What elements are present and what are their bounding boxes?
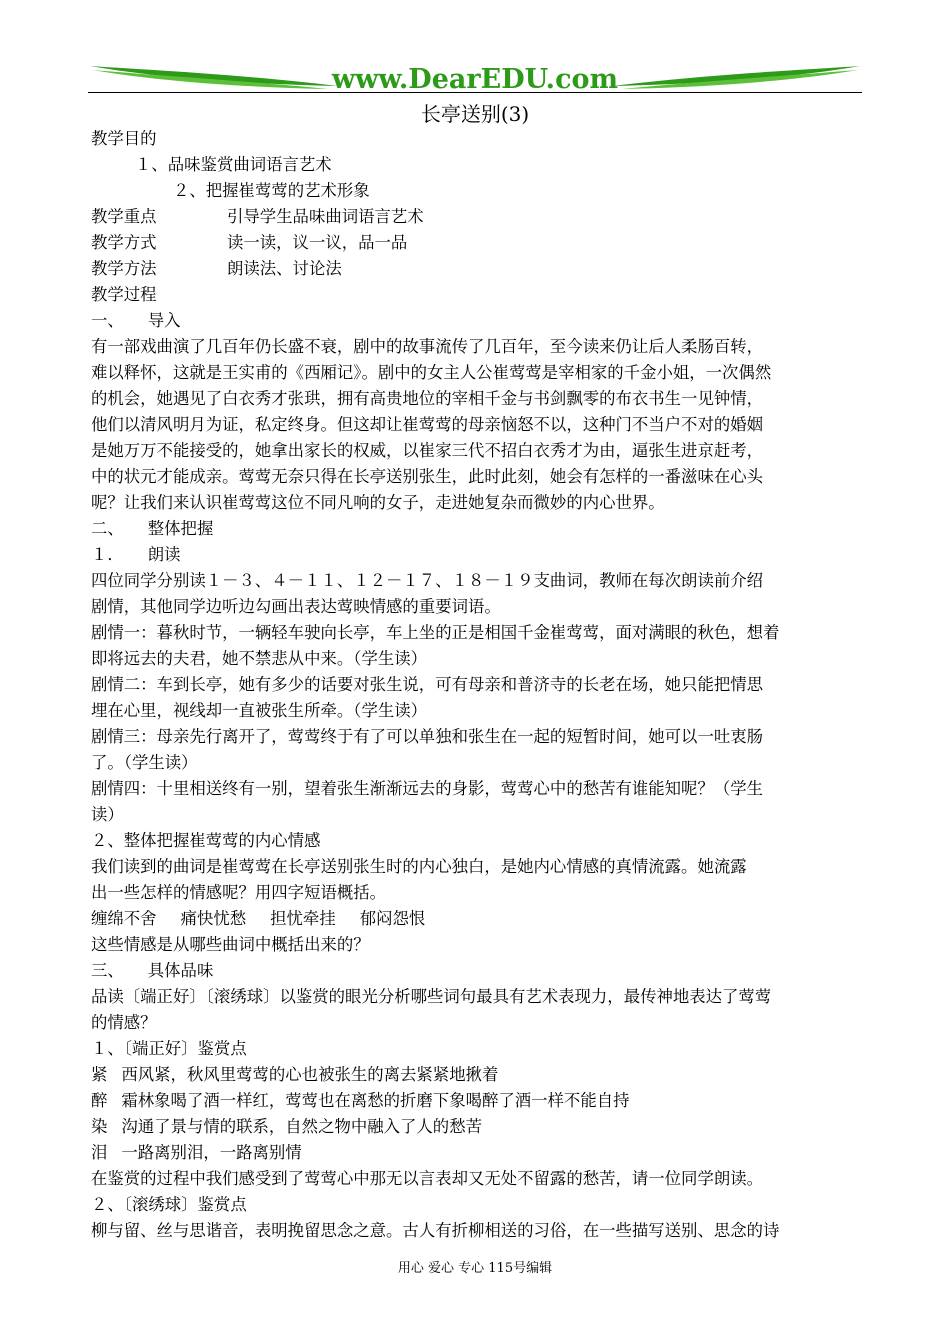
paragraph-line: 出一些怎样的情感呢？用四字短语概括。 bbox=[91, 883, 387, 902]
paragraph-line: 埋在心里，视线却一直被张生所牵。（学生读） bbox=[91, 701, 428, 720]
section-title: 整体把握 bbox=[147, 519, 214, 538]
emotion-item: 担忧牵挂 bbox=[270, 909, 336, 928]
paragraph-line: 难以释怀，这就是王实甫的《西厢记》。剧中的女主人公崔莺莺是宰相家的千金小姐，一次偶然 bbox=[91, 363, 772, 382]
subsection-heading: ２、〔滚绣球〕鉴赏点 bbox=[91, 1195, 247, 1214]
info-row bbox=[91, 256, 861, 282]
site-logo-text: www.DearEDU.com bbox=[331, 64, 619, 95]
emotion-item: 郁闷怨恨 bbox=[359, 909, 426, 928]
appreciation-point bbox=[91, 1062, 861, 1088]
objective-item: ２、把握崔莺莺的艺术形象 bbox=[173, 181, 370, 200]
paragraph-line: 读） bbox=[91, 805, 124, 824]
paragraph-line: 有一部戏曲演了几百年仍长盛不衰，剧中的故事流传了几百年，至今读来仍让后人柔肠百转， bbox=[91, 337, 764, 356]
section-number: 三、 bbox=[91, 961, 124, 980]
paragraph-line: 剧情三：母亲先行离开了，莺莺终于有了可以单独和张生在一起的短暂时间，她可以一吐衷肠 bbox=[91, 727, 764, 746]
subsection-heading: ２、整体把握崔莺莺的内心情感 bbox=[91, 831, 321, 850]
point-text: 西风紧，秋风里莺莺的心也被张生的离去紧紧地揪着 bbox=[121, 1065, 499, 1084]
info-row bbox=[91, 204, 861, 230]
document-title: 长亭送别(3) bbox=[420, 102, 530, 126]
info-label: 教学重点 bbox=[91, 207, 157, 226]
paragraph-line: 这些情感是从哪些曲词中概括出来的？ bbox=[91, 935, 370, 954]
paragraph-line: 剧情一：暮秋时节，一辆轻车驶向长亭，车上坐的正是相国千金崔莺莺，面对满眼的秋色，想着 bbox=[91, 623, 780, 642]
paragraph-line: 了。（学生读） bbox=[91, 753, 198, 772]
point-text: 霜林象喝了酒一样红，莺莺也在离愁的折磨下象喝醉了酒一样不能自持 bbox=[121, 1091, 630, 1110]
subsection-heading: １、〔端正好〕鉴赏点 bbox=[91, 1039, 247, 1058]
paragraph-line: 我们读到的曲词是崔莺莺在长亭送别张生时的内心独白，是她内心情感的真情流露。她流露 bbox=[91, 857, 747, 876]
info-row bbox=[91, 230, 861, 256]
section-heading bbox=[91, 516, 861, 542]
appreciation-point bbox=[91, 1088, 861, 1114]
paragraph-line: 的情感？ bbox=[91, 1013, 157, 1032]
objective-item: １、品味鉴赏曲词语言艺术 bbox=[135, 155, 332, 174]
subsection-heading bbox=[91, 542, 861, 568]
paragraph-line: 他们以清风明月为证，私定终身。但这却让崔莺莺的母亲恼怒不以，这种门不当户不对的婚姻 bbox=[91, 415, 764, 434]
emotion-item: 痛快忧愁 bbox=[180, 909, 247, 928]
process-heading: 教学过程 bbox=[91, 285, 157, 304]
paragraph-line: 中的状元才能成亲。莺莺无奈只得在长亭送别张生，此时此刻，她会有怎样的一番滋味在心头 bbox=[91, 467, 764, 486]
key-word: 泪 bbox=[91, 1143, 108, 1162]
header-divider bbox=[88, 92, 862, 93]
site-logo-banner bbox=[88, 62, 862, 96]
point-text: 沟通了景与情的联系，自然之物中融入了人的愁苦 bbox=[121, 1117, 482, 1136]
paragraph-line: 剧情四：十里相送终有一别，望着张生渐渐远去的身影，莺莺心中的愁苦有谁能知呢？（学生 bbox=[91, 779, 764, 798]
section-number: 一、 bbox=[91, 311, 124, 330]
document-body bbox=[91, 126, 861, 1244]
key-word: 染 bbox=[91, 1117, 108, 1136]
paragraph-line: 剧情二：车到长亭，她有多少的话要对张生说，可有母亲和普济寺的长老在场，她只能把情思 bbox=[91, 675, 764, 694]
info-value: 引导学生品味曲词语言艺术 bbox=[227, 207, 424, 226]
subsection-number: １． bbox=[91, 545, 124, 564]
appreciation-point bbox=[91, 1114, 861, 1140]
paragraph-line: 品读〔端正好〕〔滚绣球〕以鉴赏的眼光分析哪些词句最具有艺术表现力，最传神地表达了莺莺 bbox=[91, 987, 772, 1006]
info-value: 朗读法、讨论法 bbox=[227, 259, 342, 278]
emotion-item: 缠绵不舍 bbox=[91, 909, 157, 928]
paragraph-line: 剧情，其他同学边听边勾画出表达莺映情感的重要词语。 bbox=[91, 597, 501, 616]
objectives-heading: 教学目的 bbox=[91, 129, 157, 148]
emotion-list bbox=[91, 906, 861, 932]
info-label: 教学方式 bbox=[91, 233, 157, 252]
paragraph-line: 四位同学分别读１－３、４－１１、１２－１７、１８－１９支曲词，教师在每次朗读前介绍 bbox=[91, 571, 764, 590]
info-label: 教学方法 bbox=[91, 259, 157, 278]
section-heading bbox=[91, 308, 861, 334]
subsection-title: 朗读 bbox=[147, 545, 181, 564]
section-title: 导入 bbox=[147, 311, 181, 330]
point-text: 一路离别泪，一路离别情 bbox=[121, 1143, 302, 1162]
appreciation-point bbox=[91, 1140, 861, 1166]
paragraph-line: 即将远去的夫君，她不禁悲从中来。（学生读） bbox=[91, 649, 428, 668]
section-heading bbox=[91, 958, 861, 984]
paragraph-line: 的机会，她遇见了白衣秀才张珙，拥有高贵地位的宰相千金与书剑飘零的布衣书生一见钟情， bbox=[91, 389, 764, 408]
key-word: 醉 bbox=[91, 1091, 108, 1110]
key-word: 紧 bbox=[91, 1065, 108, 1084]
paragraph-line: 在鉴赏的过程中我们感受到了莺莺心中那无以言表却又无处不留露的愁苦，请一位同学朗读。 bbox=[91, 1169, 764, 1188]
info-value: 读一读，议一议，品一品 bbox=[227, 233, 408, 252]
paragraph-line: 是她万万不能接受的，她拿出家长的权威，以崔家三代不招白衣秀才为由，逼张生进京赶考， bbox=[91, 441, 764, 460]
section-title: 具体品味 bbox=[147, 961, 214, 980]
paragraph-line: 呢？让我们来认识崔莺莺这位不同凡响的女子，走进她复杂而微妙的内心世界。 bbox=[91, 493, 665, 512]
section-number: 二、 bbox=[91, 519, 124, 538]
page-footer: 用心 爱心 专心 115号编辑 bbox=[397, 1261, 553, 1276]
paragraph-line: 柳与留、丝与思谐音，表明挽留思念之意。古人有折柳相送的习俗，在一些描写送别、思念的诗 bbox=[91, 1221, 780, 1240]
